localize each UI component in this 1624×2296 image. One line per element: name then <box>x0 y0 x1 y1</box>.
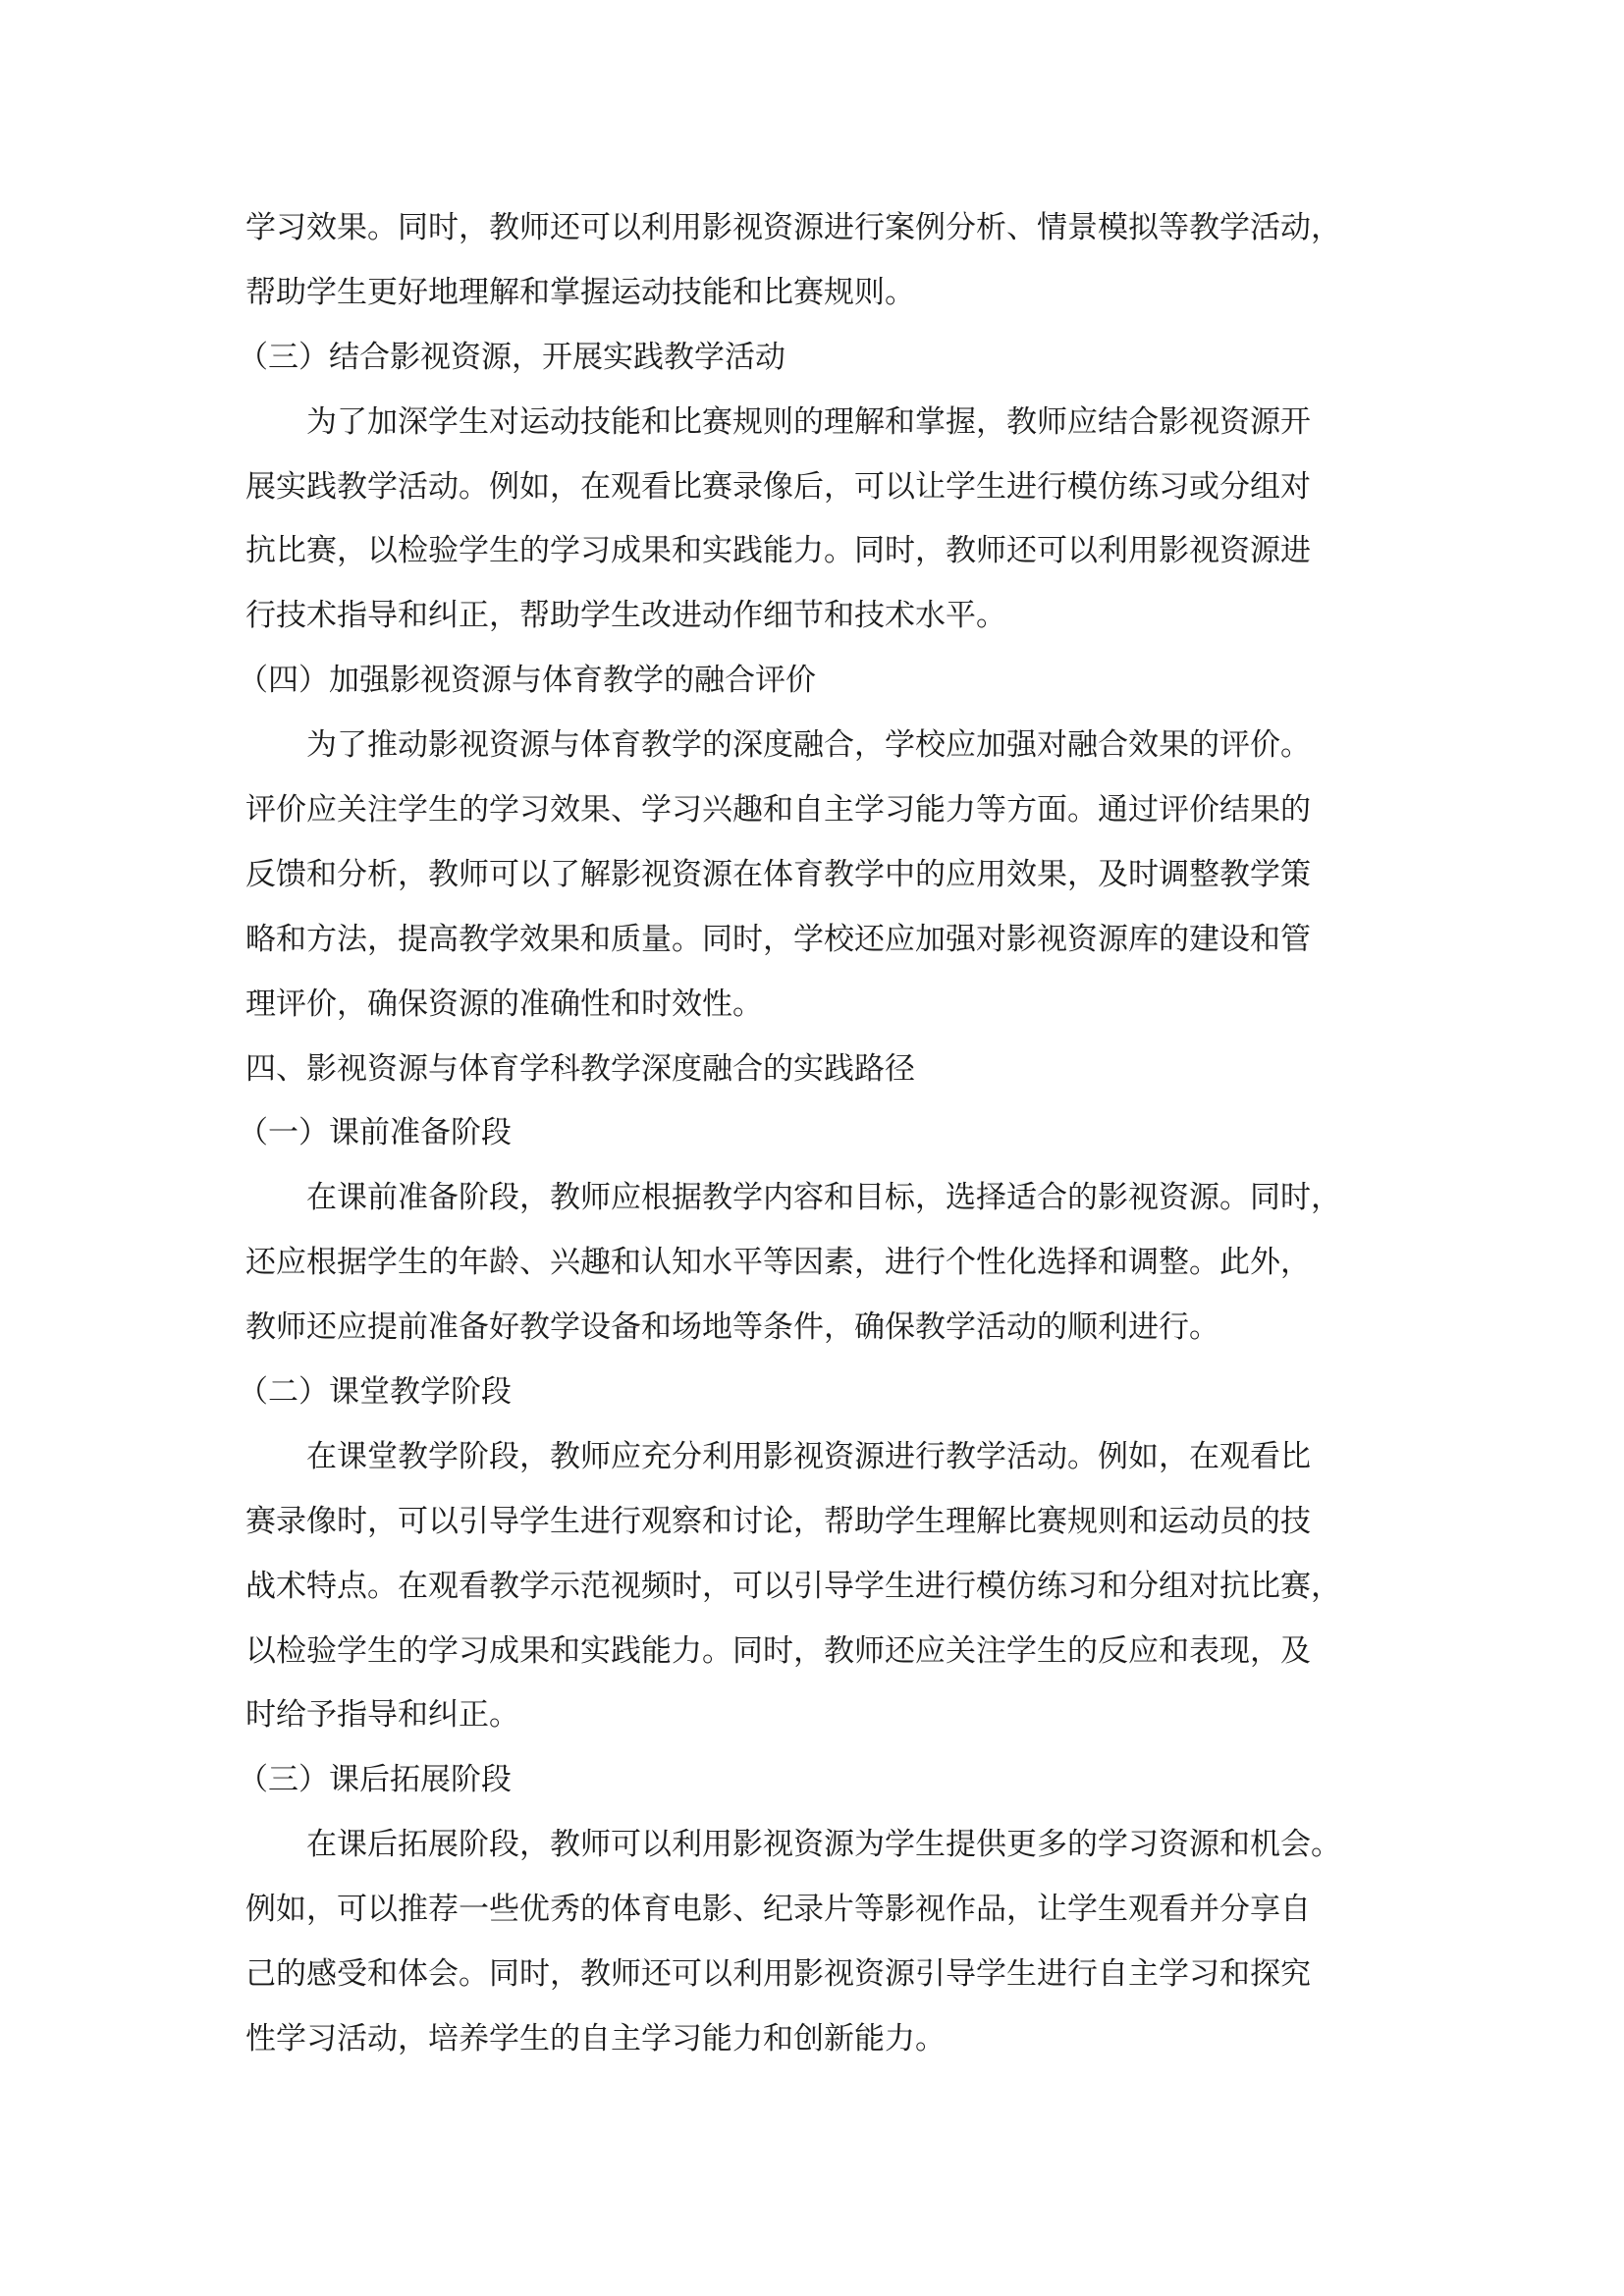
paragraph-line: 还应根据学生的年龄、兴趣和认知水平等因素，进行个性化选择和调整。此外， <box>245 1245 1311 1281</box>
paragraph-line: 在课堂教学阶段，教师应充分利用影视资源进行教学活动。例如，在观看比 <box>306 1438 1311 1474</box>
paragraph-line: 略和方法，提高教学效果和质量。同时，学校还应加强对影视资源库的建设和管 <box>245 921 1311 957</box>
paragraph-line: 行技术指导和纠正，帮助学生改进动作细节和技术水平。 <box>245 598 1006 634</box>
paragraph-line: 帮助学生更好地理解和掌握运动技能和比赛规则。 <box>245 274 915 310</box>
paragraph-line: 己的感受和体会。同时，教师还可以利用影视资源引导学生进行自主学习和探究 <box>245 1956 1311 1993</box>
paragraph-line: 以检验学生的学习成果和实践能力。同时，教师还应关注学生的反应和表现，及 <box>245 1632 1311 1669</box>
paragraph-line: 抗比赛，以检验学生的学习成果和实践能力。同时，教师还可以利用影视资源进 <box>245 533 1311 569</box>
document-body <box>238 196 1384 2072</box>
paragraph-line: 反馈和分析，教师可以了解影视资源在体育教学中的应用效果，及时调整教学策 <box>245 856 1311 892</box>
paragraph-line: 战术特点。在观看教学示范视频时，可以引导学生进行模仿练习和分组对抗比赛， <box>245 1568 1341 1604</box>
section-heading: （二）课堂教学阶段 <box>238 1374 512 1411</box>
paragraph-line: 理评价，确保资源的准确性和时效性。 <box>245 986 763 1022</box>
paragraph-line: 为了推动影视资源与体育教学的深度融合，学校应加强对融合效果的评价。 <box>306 727 1311 764</box>
paragraph-line: 在课后拓展阶段，教师可以利用影视资源为学生提供更多的学习资源和机会。 <box>306 1827 1341 1863</box>
paragraph-line: 教师还应提前准备好教学设备和场地等条件，确保教学活动的顺利进行。 <box>245 1309 1219 1346</box>
paragraph-line: 学习效果。同时，教师还可以利用影视资源进行案例分析、情景模拟等教学活动， <box>245 210 1341 245</box>
chapter-heading: 四、影视资源与体育学科教学深度融合的实践路径 <box>245 1050 915 1087</box>
section-heading: （一）课前准备阶段 <box>238 1115 512 1151</box>
paragraph-line: 在课前准备阶段，教师应根据教学内容和目标，选择适合的影视资源。同时， <box>306 1180 1341 1216</box>
section-heading: （四）加强影视资源与体育教学的融合评价 <box>238 663 816 699</box>
paragraph-line: 为了加深学生对运动技能和比赛规则的理解和掌握，教师应结合影视资源开 <box>306 403 1311 440</box>
paragraph-line: 评价应关注学生的学习效果、学习兴趣和自主学习能力等方面。通过评价结果的 <box>245 792 1311 828</box>
section-heading: （三）结合影视资源，开展实践教学活动 <box>238 339 785 375</box>
paragraph-line: 例如，可以推荐一些优秀的体育电影、纪录片等影视作品，让学生观看并分享自 <box>245 1892 1311 1928</box>
paragraph-line: 赛录像时，可以引导学生进行观察和讨论，帮助学生理解比赛规则和运动员的技 <box>245 1503 1311 1539</box>
paragraph-line: 时给予指导和纠正。 <box>245 1697 519 1734</box>
paragraph-line: 性学习活动，培养学生的自主学习能力和创新能力。 <box>245 2020 946 2056</box>
section-heading: （三）课后拓展阶段 <box>238 1762 512 1798</box>
paragraph-line: 展实践教学活动。例如，在观看比赛录像后，可以让学生进行模仿练习或分组对 <box>245 468 1311 505</box>
